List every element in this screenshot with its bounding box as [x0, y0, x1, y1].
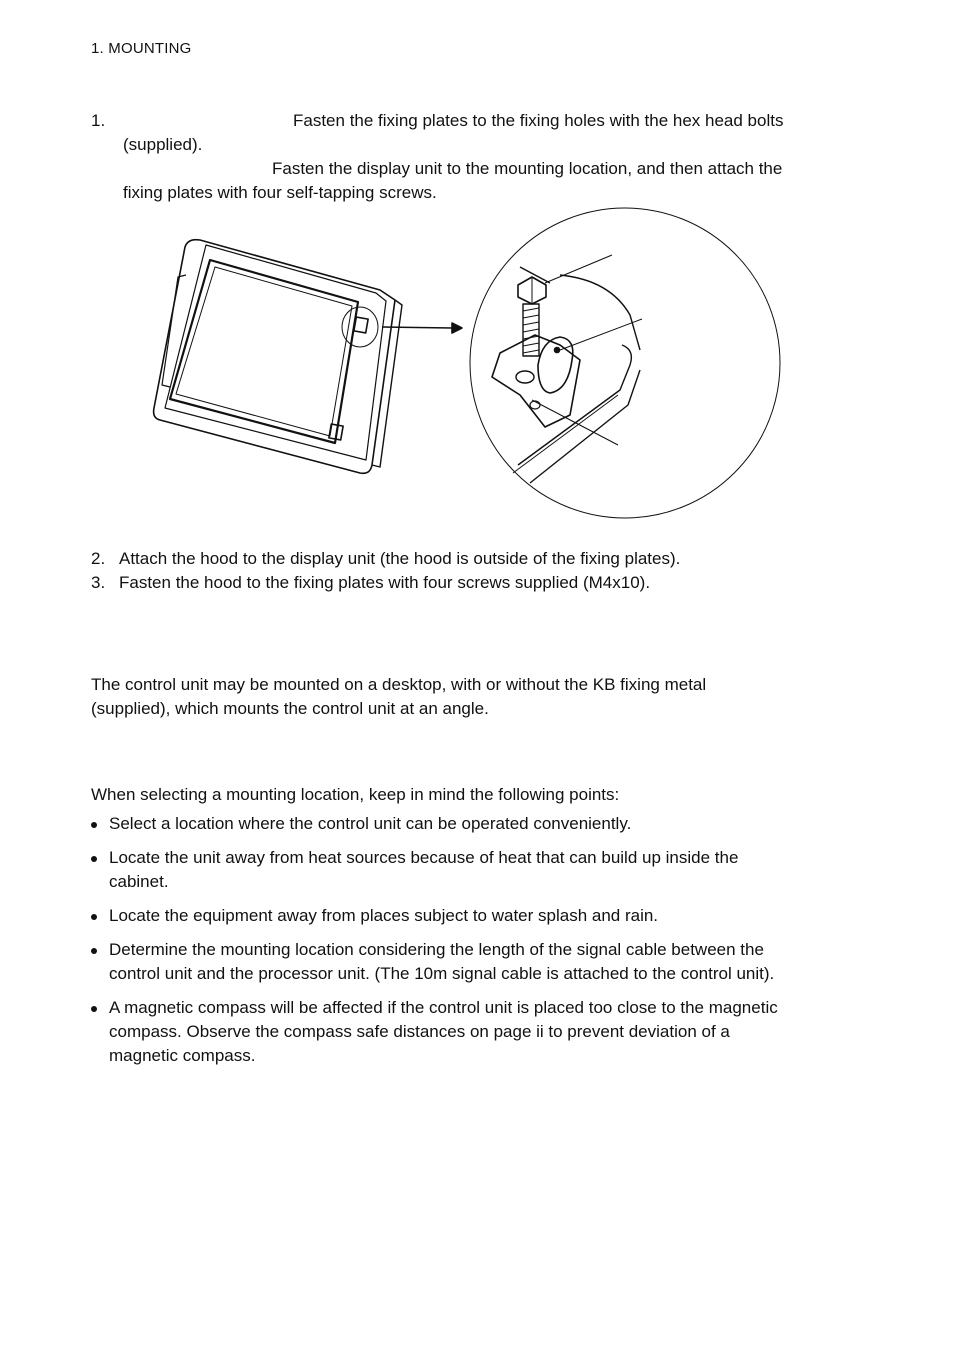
hex-bolt-icon	[518, 277, 546, 356]
list-item	[91, 812, 851, 836]
list-item-line: cabinet.	[109, 872, 169, 891]
list-item	[91, 938, 851, 986]
list-item	[91, 996, 851, 1068]
step1-line2: (supplied).	[123, 135, 203, 154]
step3-text: Fasten the hood to the fixing plates with four screws supplied (M4x10).	[119, 573, 651, 592]
list-item-line: compass. Observe the compass safe distances on page ii to prevent deviation of a	[109, 1022, 730, 1041]
list-item-line: control unit and the processor unit. (The 10m signal cable is attached to the control unit).	[109, 964, 775, 983]
step2-text: Attach the hood to the display unit (the hood is outside of the fixing plates).	[119, 549, 681, 568]
step1-line4: fixing plates with four self-tapping screws.	[123, 183, 437, 202]
list-item-line: Determine the mounting location considering the length of the signal cable between the	[109, 940, 764, 959]
step1-line3: Fasten the display unit to the mounting location, and then attach the	[272, 159, 783, 178]
fixing-plate-detail-drawing	[470, 208, 780, 518]
fixing-hole-icon	[530, 401, 540, 409]
bullet-icon	[91, 914, 97, 920]
step1-number: 1.	[91, 111, 106, 130]
bullet-icon	[91, 822, 97, 828]
step2-number: 2.	[91, 549, 106, 568]
display-unit-drawing	[154, 240, 402, 474]
list-item-line: Select a location where the control unit can be operated conveniently.	[109, 814, 632, 833]
section-header: 1. MOUNTING	[91, 40, 192, 57]
step1-line1: Fasten the fixing plates to the fixing holes with the hex head bolts	[293, 111, 784, 130]
list-item-line: A magnetic compass will be affected if the control unit is placed too close to the magnetic	[109, 998, 778, 1017]
fixing-plate-icon	[492, 335, 580, 427]
bullet-icon	[91, 948, 97, 954]
mounting-points-list	[91, 812, 851, 1078]
list-item	[91, 846, 851, 894]
arrow-icon	[382, 323, 462, 333]
control-unit-intro-line2: (supplied), which mounts the control unit at an angle.	[91, 699, 489, 718]
list-item	[91, 904, 851, 928]
bullet-icon	[91, 856, 97, 862]
list-item-line: magnetic compass.	[109, 1046, 256, 1065]
list-item-line: Locate the unit away from heat sources because of heat that can build up inside the	[109, 848, 739, 867]
control-unit-intro-line1: The control unit may be mounted on a desktop, with or without the KB fixing metal	[91, 675, 707, 694]
list-item-line: Locate the equipment away from places subject to water splash and rain.	[109, 906, 659, 925]
points-intro: When selecting a mounting location, keep in mind the following points:	[91, 785, 620, 804]
mounting-figure	[140, 205, 800, 525]
bullet-icon	[91, 1006, 97, 1012]
step3-number: 3.	[91, 573, 106, 592]
